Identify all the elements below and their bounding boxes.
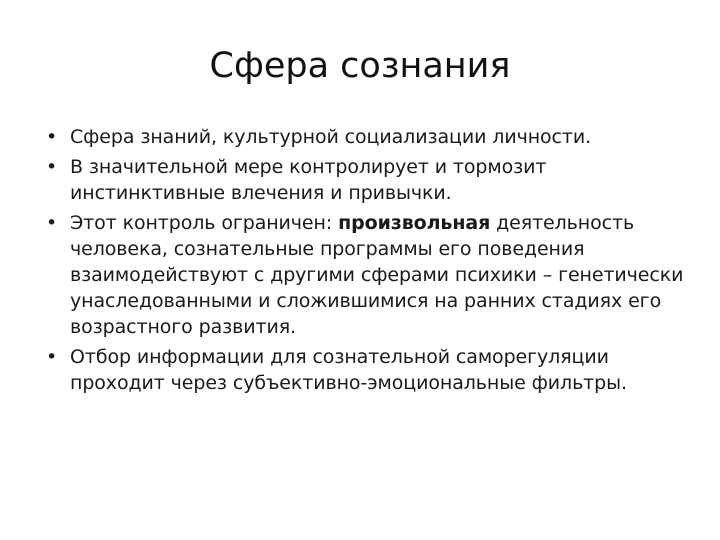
bullet-item-1 xyxy=(46,124,696,150)
bullet-text: Отбор информации для сознательной саморегуляции проходит через субъективно-эмоциональные фильтры. xyxy=(70,346,627,394)
bullet-text: Сфера знаний, культурной социализации личности. xyxy=(70,126,592,148)
bullet-marker: • xyxy=(46,156,58,178)
bullet-item-2 xyxy=(46,154,696,206)
bullet-list xyxy=(46,124,696,400)
bullet-item-3 xyxy=(46,210,696,340)
bullet-marker: • xyxy=(46,212,58,234)
bullet-text-bold: произвольная xyxy=(338,212,491,234)
bullet-marker: • xyxy=(46,126,58,148)
bullet-text-after: деятельность человека, сознательные программы его поведения взаимодействуют с другими сферами психики – генетически унаследованными и сложившимися на ранних стадиях его возрастного развития. xyxy=(70,212,684,338)
bullet-marker: • xyxy=(46,346,58,368)
bullet-text-before: Этот контроль ограничен: xyxy=(70,212,339,234)
bullet-text: В значительной мере контролирует и тормозит инстинктивные влечения и привычки. xyxy=(70,156,547,204)
slide-title: Сфера сознания xyxy=(209,46,511,86)
bullet-item-4 xyxy=(46,344,696,396)
